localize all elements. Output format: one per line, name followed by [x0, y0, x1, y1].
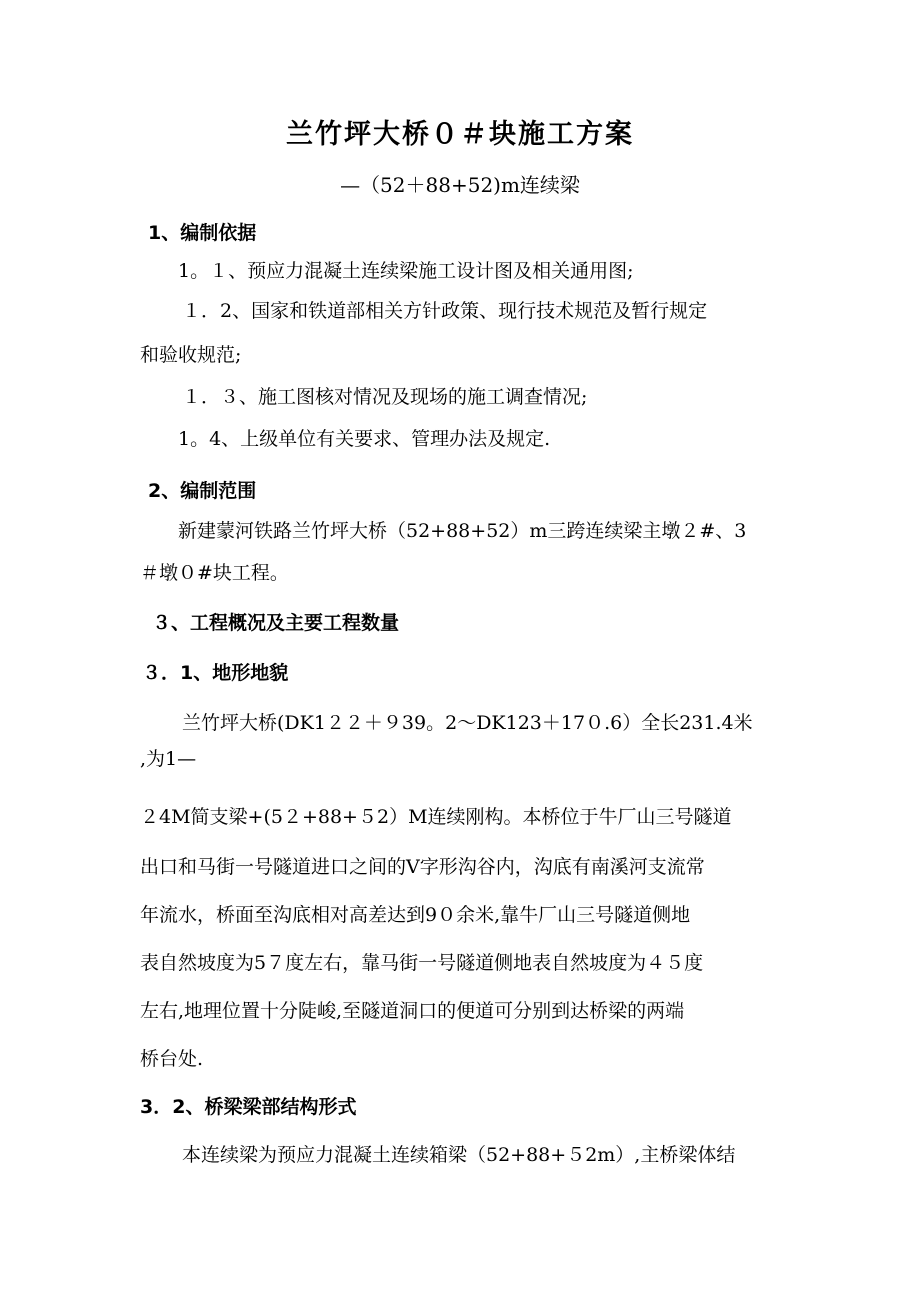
section-1-item-4: 1。4、上级单位有关要求、管理办法及规定.: [178, 428, 551, 450]
section-1-heading: 1、编制依据: [148, 222, 257, 244]
section-3-1-line-6: 表自然坡度为5７度左右，靠马街一号隧道侧地表自然坡度为４５度: [140, 952, 704, 974]
section-2-line-1: 新建蒙河铁路兰竹坪大桥（52+88+52）m三跨连续梁主墩２#、3: [178, 520, 747, 542]
section-3-1-line-5: 年流水，桥面至沟底相对高差达到9０余米,靠牛厂山三号隧道侧地: [140, 904, 691, 926]
section-2-line-2: ＃墩０#块工程。: [140, 562, 289, 584]
section-3-1-line-4: 出口和马街一号隧道进口之间的V字形沟谷内，沟底有南溪河支流常: [140, 856, 705, 878]
section-1-item-2-cont: 和验收规范;: [140, 344, 242, 366]
document-subtitle: —（52＋88+52)m连续梁: [340, 173, 580, 197]
section-3-1-line-8: 桥台处.: [140, 1048, 204, 1070]
section-3-1-heading: ３．1、地形地貌: [142, 662, 289, 684]
section-1-item-3: １．３、施工图核对情况及现场的施工调查情况;: [182, 386, 588, 408]
section-3-1-line-3: ２4M简支梁+(5２+88+５2）M连续刚构。本桥位于牛厂山三号隧道: [140, 806, 732, 828]
section-1-item-2: １．2、国家和铁道部相关方针政策、现行技术规范及暂行规定: [182, 300, 708, 322]
section-3-2-line-1: 本连续梁为预应力混凝土连续箱梁（52+88+５2m）,主桥梁体结: [182, 1144, 736, 1166]
section-3-1-line-7: 左右,地理位置十分陡峻,至隧道洞口的便道可分别到达桥梁的两端: [140, 1000, 685, 1022]
section-2-heading: 2、编制范围: [148, 480, 257, 502]
section-3-1-line-1: 兰竹坪大桥(DK1２２＋９39。2～DK123＋17０.6）全长231.4米: [182, 712, 753, 734]
section-3-heading: ３、工程概况及主要工程数量: [152, 612, 400, 634]
document-title: 兰竹坪大桥０＃块施工方案: [286, 119, 634, 150]
section-3-2-heading: 3．2、桥梁梁部结构形式: [140, 1096, 357, 1118]
section-3-1-line-2: ,为1—: [140, 748, 197, 770]
section-1-item-1: 1。１、预应力混凝土连续梁施工设计图及相关通用图;: [178, 260, 634, 282]
